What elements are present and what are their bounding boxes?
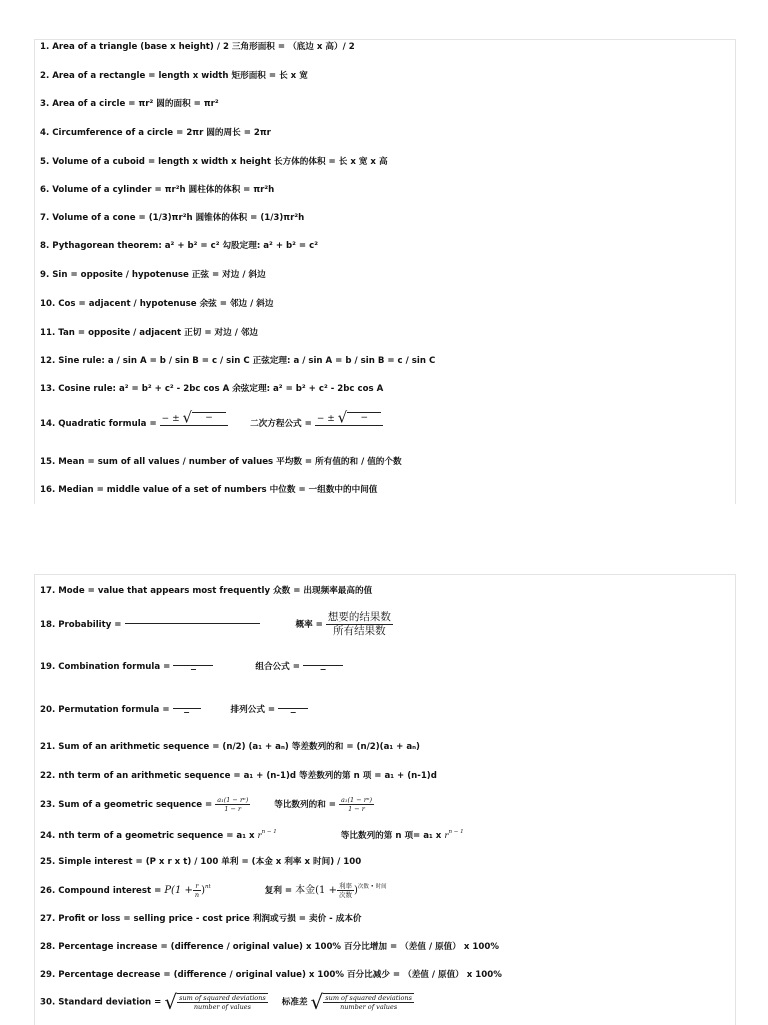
document-page-1 <box>34 39 736 504</box>
probability-fraction-zh: $\frac{\text{想要的结果数}}{\text{所有结果数}}$ <box>327 611 391 637</box>
permutation-fraction-zh: − <box>278 702 308 717</box>
combination-label-zh: 组合公式 = <box>255 662 300 672</box>
formula-line-18 <box>40 611 393 638</box>
formula-line-8: 8. Pythagorean theorem: a² + b² = c² 勾股定理: a² + b² = c² <box>40 241 318 251</box>
formula-line-11: 11. Tan = opposite / adjacent 正切 = 对边 / 邻边 <box>40 328 259 338</box>
formula-line-13: 13. Cosine rule: a² = b² + c² - 2bc cos A 余弦定理: a² = b² + c² - 2bc cos A <box>40 384 384 394</box>
formula-line-22: 22. nth term of an arithmetic sequence = a₁ + (n-1)d 等差数列的第 n 项 = a₁ + (n-1)d <box>40 771 437 781</box>
sqrt-symbol: √ $\frac{\text{sum of squared deviations}}{\text{number of values}}$ <box>164 990 266 1014</box>
std-deviation-label-zh: 标准差 <box>281 997 308 1008</box>
geometric-term-label-zh: 等比数列的第 n 项= a₁ x <box>340 831 442 841</box>
formula-line-3: 3. Area of a circle = πr² 圆的面积 = πr² <box>40 99 219 109</box>
permutation-label-en: 20. Permutation formula = <box>40 705 170 715</box>
geometric-sum-label-en: 23. Sum of a geometric sequence = <box>40 800 213 810</box>
formula-line-24: 24. nth term of a geometric sequence = a₁ x $r^{n - 1}$ 等比数列的第 n 项= a₁ x $r^{n - 1}$ <box>40 829 464 841</box>
geometric-term-label-en: 24. nth term of a geometric sequence = a₁ x <box>40 831 255 841</box>
quadratic-fraction <box>160 408 228 435</box>
formula-line-21: 21. Sum of an arithmetic sequence = (n/2) (a₁ + aₙ) 等差数列的和 = (n/2)(a₁ + aₙ) <box>40 742 420 752</box>
formula-line-5: 5. Volume of a cuboid = length x width x height 长方体的体积 = 长 x 宽 x 高 <box>40 157 388 167</box>
formula-line-20 <box>40 702 308 717</box>
permutation-label-zh: 排列公式 = <box>230 705 276 715</box>
sqrt-symbol: √ − <box>338 412 382 425</box>
formula-line-9: 9. Sin = opposite / hypotenuse 正弦 = 对边 / 斜边 <box>40 270 266 280</box>
formula-line-16: 16. Median = middle value of a set of numbers 中位数 = 一组数中的中间值 <box>40 485 378 495</box>
formula-line-14 <box>40 408 383 435</box>
formula-line-10: 10. Cos = adjacent / hypotenuse 余弦 = 邻边 / 斜边 <box>40 299 274 309</box>
formula-line-26: 26. Compound interest = P(1 + $\frac{r}{n}$ )$^{nt}$ 复利 = 本金(1 + $\frac{\text{利率}}{\text{次数}}$ )$^{次数 • 时间}$ <box>40 882 387 899</box>
geometric-sum-label-zh: 等比数列的和 = <box>274 800 336 810</box>
formula-line-2: 2. Area of a rectangle = length x width 矩形面积 = 长 x 宽 <box>40 71 308 81</box>
sqrt-symbol: √ $\frac{\text{sum of squared deviations}}{\text{number of values}}$ <box>310 990 412 1014</box>
geometric-sum-fraction-zh: $\frac{\text{a₁(1 − rⁿ)}}{1 - r}$ <box>341 796 373 813</box>
probability-label-en: 18. Probability = <box>40 620 122 630</box>
probability-label-zh: 概率 = <box>295 620 323 630</box>
formula-line-30 <box>40 990 414 1014</box>
formula-line-4: 4. Circumference of a circle = 2πr 圆的周长 = 2πr <box>40 128 271 138</box>
document-page-2 <box>34 574 736 1025</box>
combination-fraction-en: − <box>173 659 213 674</box>
compound-interest-label-zh: 复利 = <box>264 886 293 896</box>
formula-line-27: 27. Profit or loss = selling price - cost price 利润或亏损 = 卖价 - 成本价 <box>40 914 362 924</box>
formula-line-23 <box>40 796 374 813</box>
formula-line-1: 1. Area of a triangle (base x height) / 2 三角形面积 = （底边 x 高）/ 2 <box>40 42 355 52</box>
formula-line-19 <box>40 659 343 674</box>
formula-line-15: 15. Mean = sum of all values / number of values 平均数 = 所有值的和 / 值的个数 <box>40 457 402 467</box>
formula-line-12: 12. Sine rule: a / sin A = b / sin B = c / sin C 正弦定理: a / sin A = b / sin B = c / sin C <box>40 356 436 366</box>
formula-line-25: 25. Simple interest = (P x r x t) / 100 单利 = (本金 x 利率 x 时间) / 100 <box>40 857 362 867</box>
geometric-sum-fraction-en: $\frac{\text{a₁(1 − rⁿ)}}{1 - r}$ <box>217 796 249 813</box>
combination-fraction-zh: − <box>303 659 343 674</box>
compound-interest-label-en: 26. Compound interest = <box>40 886 162 896</box>
probability-fraction-en <box>125 617 260 632</box>
quadratic-label-en: 14. Quadratic formula = <box>40 418 157 429</box>
sqrt-symbol: √ − <box>183 412 227 425</box>
quadratic-fraction-zh: − ± √ − <box>315 412 383 435</box>
std-deviation-label-en: 30. Standard deviation = <box>40 997 162 1008</box>
combination-label-en: 19. Combination formula = <box>40 662 171 672</box>
permutation-fraction-en: − <box>173 702 201 717</box>
formula-line-29: 29. Percentage decrease = (difference / original value) x 100% 百分比减少 = （差值 / 原值） x 100% <box>40 970 502 980</box>
formula-line-28: 28. Percentage increase = (difference / original value) x 100% 百分比增加 = （差值 / 原值） x 100% <box>40 942 499 952</box>
quadratic-label-zh: 二次方程公式 = <box>250 418 312 429</box>
quadratic-numerator: − ± <box>161 413 180 424</box>
formula-line-6: 6. Volume of a cylinder = πr²h 圆柱体的体积 = πr²h <box>40 185 275 195</box>
formula-line-17: 17. Mode = value that appears most frequently 众数 = 出现频率最高的值 <box>40 586 373 596</box>
formula-line-7: 7. Volume of a cone = (1/3)πr²h 圆锥体的体积 = (1/3)πr²h <box>40 213 305 223</box>
